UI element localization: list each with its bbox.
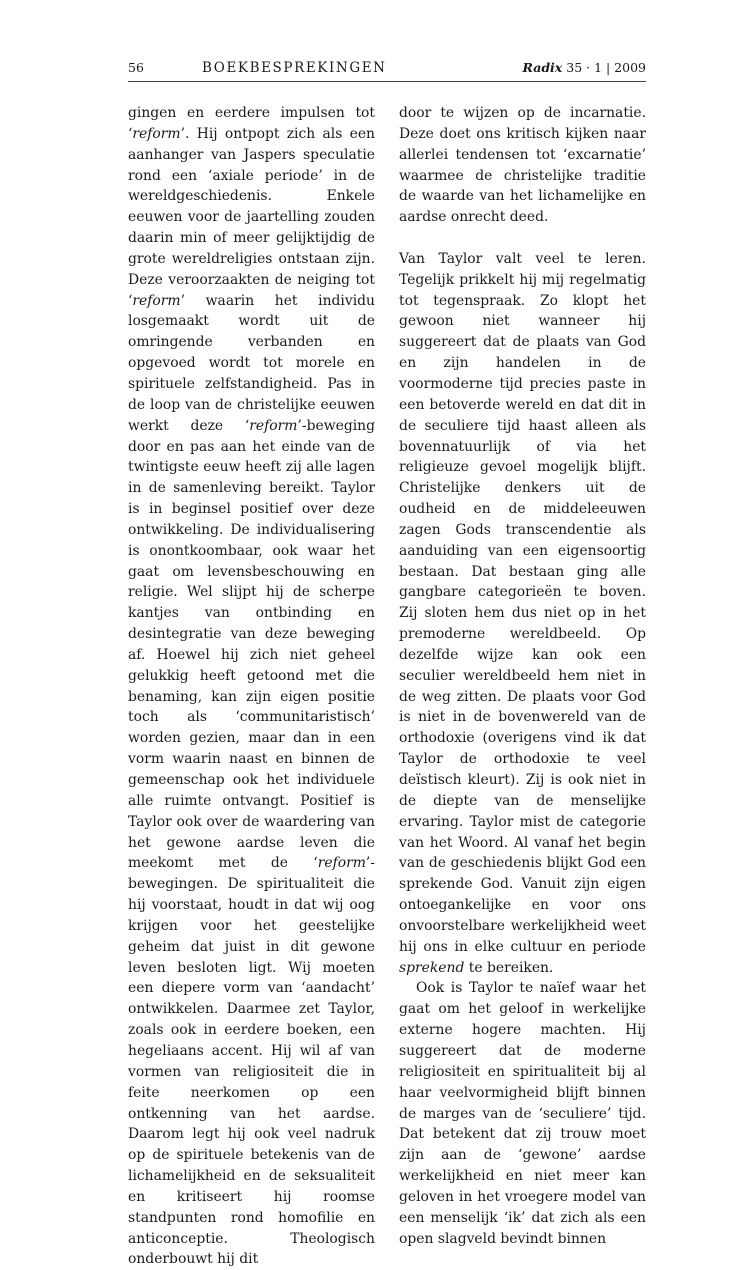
- journal-issue: 35 · 1 | 2009: [566, 60, 646, 75]
- paragraph: gingen en eerdere impulsen tot ‘reform’. Hij ontpopt zich als een aanhanger van Jaspers speculatie rond een ‘axiale periode’ in de wereldgeschiedenis. Enkele eeuwen voor de jaartelling zouden daarin min of meer gelijktijdig de grote wereldreligies ontstaan zijn. Deze veroorzaakten de neiging tot ‘reform’ waarin het individu losgemaakt wordt uit de omringende verbanden en opgevoed wordt tot morele en spirituele zelfstandigheid. Pas in de loop van de christelijke eeuwen werkt deze ‘reform’-beweging door en pas aan het einde van de twintigste eeuw heeft zij alle lagen in de samenleving bereikt. Taylor is in beginsel positief over deze ontwikkeling. De individualisering is onontkoombaar, ook waar het gaat om levensbeschouwing en religie. Wel slijpt hij de scherpe kantjes van ontbinding en desintegratie van deze beweging af. Hoewel hij zich niet geheel gelukkig heeft getoond met die benaming, kan zijn eigen positie toch als ‘communitaristisch’ worden gezien, maar dan in een vorm waarin naast en binnen de gemeenschap ook het individuele alle ruimte ontvangt. Positief is Taylor ook over de waardering van het gewone aardse leven die meekomt met de ‘reform’-bewegingen. De spiritualiteit die hij voorstaat, houdt in dat wij oog krijgen voor het geestelijke geheim dat juist in dit gewone leven besloten ligt. Wij moeten een diepere vorm van ‘aandacht’ ontwikkelen. Daarmee zet Taylor, zoals ook in eerdere boeken, een hegeliaans accent. Hij wil af van vormen van religiositeit die in feite neerkomen op een ontkenning van het aardse. Daarom legt hij ook veel nadruk op de spirituele betekenis van de lichamelijkheid en de seksualiteit en kritiseert hij roomse standpunten rond homofilie en anticonceptie. Theologisch onderbouwt hij dit: [128, 105, 375, 1268]
- paragraph: door te wijzen op de incarnatie. Deze doet ons kritisch kijken naar allerlei tendensen tot ‘excarnatie’ waarmee de christelijke traditie de waarde van het lichamelijke en aardse onrecht deed.: [399, 105, 646, 226]
- text-column-right: [399, 103, 646, 1249]
- text-column-left: [128, 103, 375, 1270]
- header-rule: [128, 81, 646, 82]
- running-header: [128, 60, 646, 80]
- page-number: 56: [128, 60, 144, 75]
- journal-name: Radix: [522, 60, 563, 75]
- journal-reference: [523, 60, 646, 75]
- section-title: BOEKBESPREKINGEN: [202, 60, 387, 76]
- paragraph: Ook is Taylor te naïef waar het gaat om het geloof in werkelijke externe hogere machten. Hij suggereert dat de moderne religiositeit en spiritualiteit bij al haar veelvormigheid blijft binnen de marges van de ‘seculiere’ tijd. Dat betekent dat zij trouw moet zijn aan de ‘gewone’ aardse werkelijkheid en niet meer kan geloven in het vroegere model van een menselijk ‘ik’ dat zich als een open slagveld bevindt binnen: [399, 980, 646, 1247]
- paragraph: Van Taylor valt veel te leren. Tegelijk prikkelt hij mij regelmatig tot tegenspraak. Zo klopt het gewoon niet wanneer hij suggereert dat de plaats van God en zijn handelen in de voormoderne tijd precies paste in een betoverde wereld en dat dit in de seculiere tijd haast alleen als bovennatuurlijk of via het religieuze gevoel mogelijk blijft. Christelijke denkers uit de oudheid en de middeleeuwen zagen Gods transcendentie als aanduiding van een eigensoortig bestaan. Dat bestaan ging alle gangbare categorieën te boven. Zij sloten hem dus niet op in het premoderne wereldbeeld. Op dezelfde wijze kan ook een seculier wereldbeeld hem niet in de weg zitten. De plaats voor God is niet in de bovenwereld van de orthodoxie (overigens vind ik dat Taylor de orthodoxie te veel deïstisch kleurt). Zij is ook niet in de diepte van de menselijke ervaring. Taylor mist de categorie van het Woord. Al vanaf het begin van de geschiedenis blijkt God een sprekende God. Vanuit zijn eigen ontoegankelijke en voor ons onvoorstelbare werkelijkheid weet hij ons in elke cultuur en periode sprekend te bereiken.: [399, 250, 646, 976]
- paragraph-gap: [399, 228, 646, 249]
- italic-term: reform: [317, 855, 366, 872]
- italic-term: reform: [132, 292, 181, 309]
- italic-term: reform: [132, 125, 181, 142]
- italic-term: sprekend: [399, 959, 465, 976]
- italic-term: reform: [249, 417, 298, 434]
